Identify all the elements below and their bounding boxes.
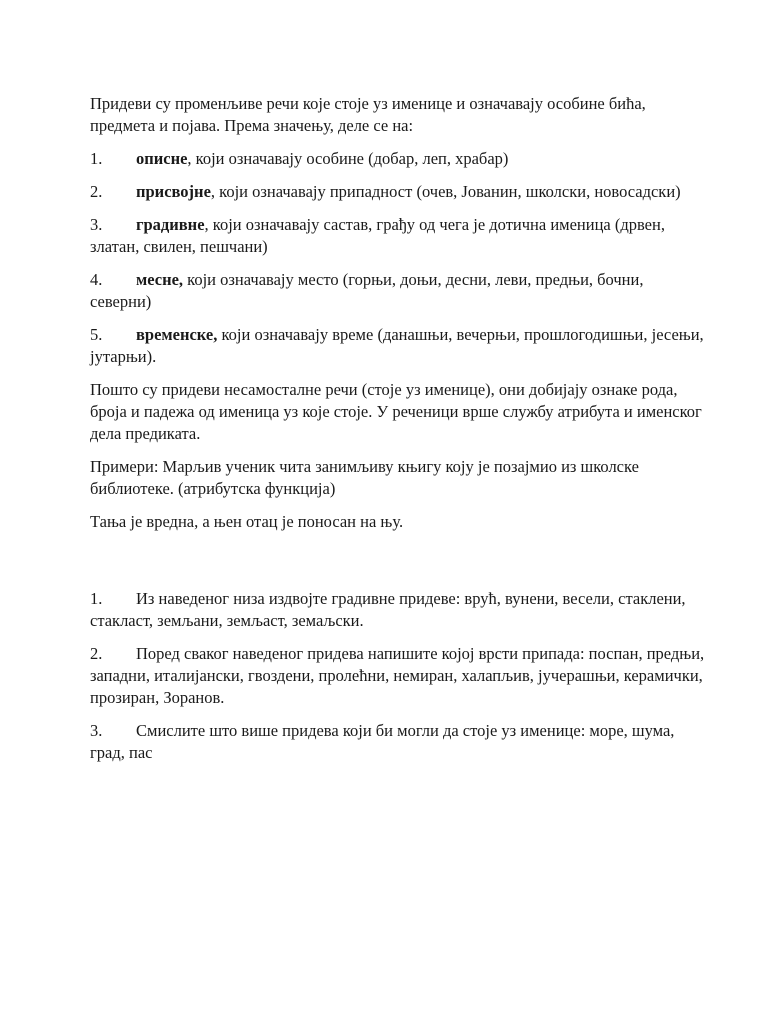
list-number: 2. (90, 182, 103, 201)
type-item-material (90, 214, 708, 258)
type-term: временске, (136, 325, 218, 344)
task-number: 2. (90, 644, 103, 663)
type-item-descriptive (90, 148, 708, 170)
task-item-1 (90, 588, 708, 632)
type-description: који означавају место (горњи, доњи, десни, леви, предњи, бочни, северни) (90, 270, 644, 311)
task-text: Из наведеног низа издвојте градивне придеве: врућ, вунени, весели, стаклени, стакласт, земљани, земљаст, земаљски. (90, 589, 686, 630)
type-term: месне, (136, 270, 184, 289)
intro-paragraph: Придеви су променљиве речи које стоје уз именице и означавају особине бића, предмета и појава. Према значењу, деле се на: (90, 94, 646, 135)
type-description: који означавају време (данашњи, вечерњи, прошлогодишњи, јесењи, јутарњи). (90, 325, 704, 366)
explanation-paragraph: Пошто су придеви несамосталне речи (стоје уз именице), они добијају ознаке рода, броја и падежа од именица уз које стоје. У реченици врше службу атрибута и именског дела предиката. (90, 380, 702, 443)
example-paragraph-1: Примери: Марљив ученик чита занимљиву књигу коју је позајмио из школске библиотеке. (атрибутска функција) (90, 457, 639, 498)
type-item-time (90, 324, 708, 368)
type-description: , који означавају особине (добар, леп, храбар) (187, 149, 509, 168)
type-term: присвојне (136, 182, 211, 201)
task-item-3 (90, 720, 708, 764)
task-item-2 (90, 643, 708, 709)
task-number: 3. (90, 721, 103, 740)
section-spacer (90, 544, 708, 588)
type-term: описне (136, 149, 188, 168)
task-number: 1. (90, 589, 103, 608)
list-number: 4. (90, 270, 103, 289)
type-item-place (90, 269, 708, 313)
list-number: 5. (90, 325, 103, 344)
list-number: 1. (90, 149, 103, 168)
type-term: градивне (136, 215, 205, 234)
task-text: Поред сваког наведеног придева напишите којој врсти припада: поспан, предњи, западни, италијански, гвоздени, пролећни, немиран, халапљив, јучерашњи, керамички, прозиран, Зоранов. (90, 644, 705, 707)
type-description: , који означавају састав, грађу од чега је дотична именица (дрвен, златан, свилен, пешчани) (90, 215, 665, 256)
type-description: , који означавају припадност (очев, Јованин, школски, новосадски) (210, 182, 681, 201)
task-text: Смислите што више придева који би могли да стоје уз именице: море, шума, град, пас (90, 721, 675, 762)
list-number: 3. (90, 215, 103, 234)
example-paragraph-2: Тања је вредна, а њен отац је поносан на њу. (90, 512, 404, 531)
type-item-possessive (90, 181, 708, 203)
